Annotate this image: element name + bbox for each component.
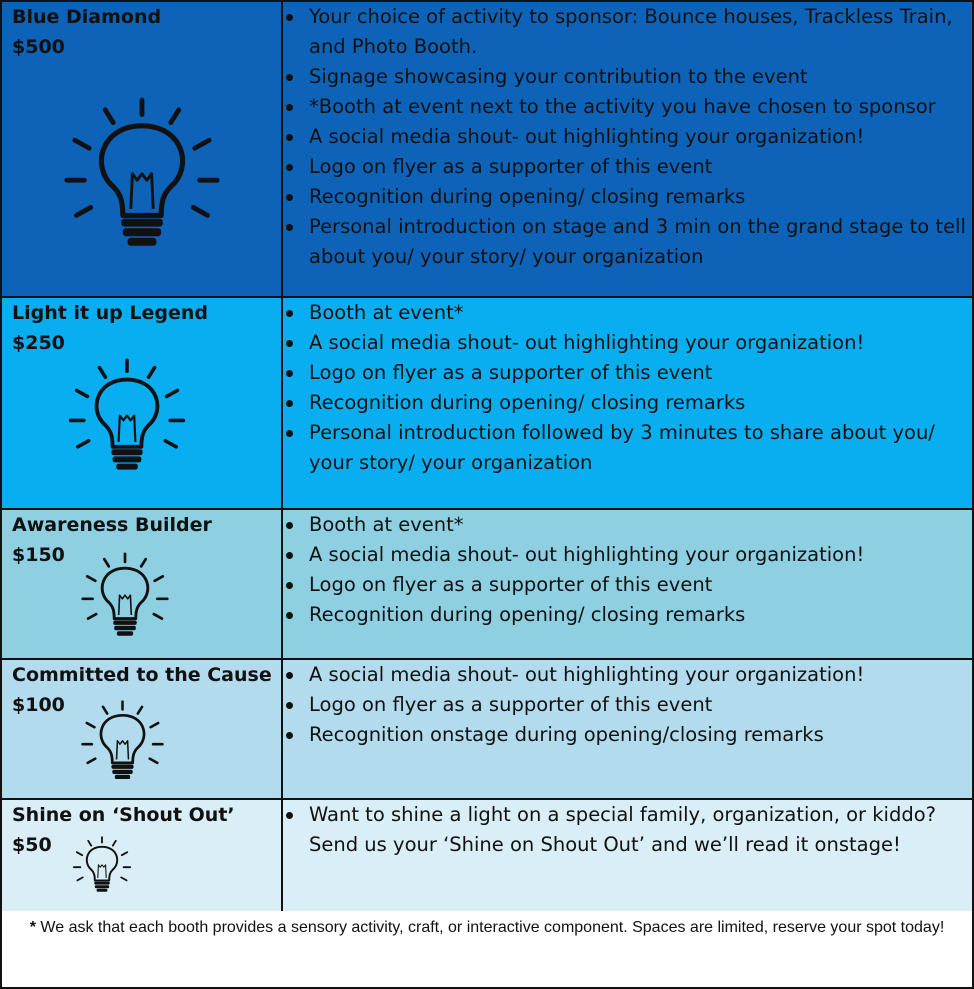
lightbulb-graphic [72, 836, 132, 896]
benefits-list [283, 660, 972, 750]
tier-cell [1, 509, 282, 659]
benefit-item: Recognition during opening/ closing remarks [283, 388, 972, 418]
tier-cell [1, 659, 282, 799]
benefits-list [283, 2, 972, 272]
tier-price: $250 [12, 332, 65, 354]
benefits-list [283, 800, 972, 860]
benefit-item: Recognition during opening/ closing remarks [283, 182, 972, 212]
benefit-item: *Booth at event next to the activity you have chosen to sponsor [283, 92, 972, 122]
benefit-item: Logo on flyer as a supporter of this event [283, 358, 972, 388]
benefit-item: A social media shout- out highlighting your organization! [283, 540, 972, 570]
tier-name: Shine on ‘Shout Out’ [12, 804, 235, 826]
benefits-cell [282, 509, 973, 659]
footnote [0, 911, 974, 989]
benefit-item: Booth at event* [283, 510, 972, 540]
benefit-item: A social media shout- out highlighting your organization! [283, 122, 972, 152]
tier-name: Blue Diamond [12, 6, 162, 28]
benefit-item: A social media shout- out highlighting your organization! [283, 328, 972, 358]
footnote-text: We ask that each booth provides a sensory activity, craft, or interactive component. Spaces are limited, reserve your spot today! [35, 919, 945, 936]
lightbulb-graphic [67, 358, 187, 478]
benefit-item: Want to shine a light on a special family, organization, or kiddo? Send us your ‘Shine on Shout Out’ and we’ll read it onstage! [283, 800, 972, 860]
benefit-item: A social media shout- out highlighting your organization! [283, 660, 972, 690]
footnote-star: * [29, 919, 36, 936]
benefit-item: Recognition onstage during opening/closing remarks [283, 720, 972, 750]
tier-row [1, 799, 973, 912]
benefit-item: Signage showcasing your contribution to the event [283, 62, 972, 92]
benefits-cell [282, 297, 973, 509]
tier-price: $50 [12, 834, 52, 856]
benefits-cell [282, 659, 973, 799]
tier-row [1, 659, 973, 799]
benefits-cell [282, 1, 973, 297]
tier-row [1, 1, 973, 297]
tier-cell [1, 297, 282, 509]
tier-name: Light it up Legend [12, 302, 209, 324]
tier-price: $500 [12, 36, 65, 58]
tier-row [1, 509, 973, 659]
lightbulb-icon [62, 97, 222, 257]
tier-price: $150 [12, 544, 65, 566]
benefit-item: Personal introduction on stage and 3 min on the grand stage to tell about you/ your story/ your organization [283, 212, 972, 272]
tier-cell [1, 1, 282, 297]
benefit-item: Booth at event* [283, 298, 972, 328]
benefit-item: Logo on flyer as a supporter of this event [283, 152, 972, 182]
lightbulb-graphic [62, 97, 222, 257]
benefit-item: Recognition during opening/ closing remarks [283, 600, 972, 630]
tier-name: Awareness Builder [12, 514, 212, 536]
tier-name: Committed to the Cause [12, 664, 272, 686]
lightbulb-icon [80, 552, 170, 642]
benefit-item: Your choice of activity to sponsor: Bounce houses, Trackless Train, and Photo Booth. [283, 2, 972, 62]
tier-price: $100 [12, 694, 65, 716]
benefit-item: Personal introduction followed by 3 minutes to share about you/ your story/ your organization [283, 418, 972, 478]
benefits-list [283, 298, 972, 478]
tier-cell [1, 799, 282, 912]
lightbulb-icon [80, 700, 165, 785]
benefits-list [283, 510, 972, 630]
lightbulb-icon [72, 836, 132, 896]
benefit-item: Logo on flyer as a supporter of this event [283, 690, 972, 720]
benefits-cell [282, 799, 973, 912]
benefit-item: Logo on flyer as a supporter of this event [283, 570, 972, 600]
tier-row [1, 297, 973, 509]
lightbulb-graphic [80, 552, 170, 642]
lightbulb-icon [67, 358, 187, 478]
lightbulb-graphic [80, 700, 165, 785]
